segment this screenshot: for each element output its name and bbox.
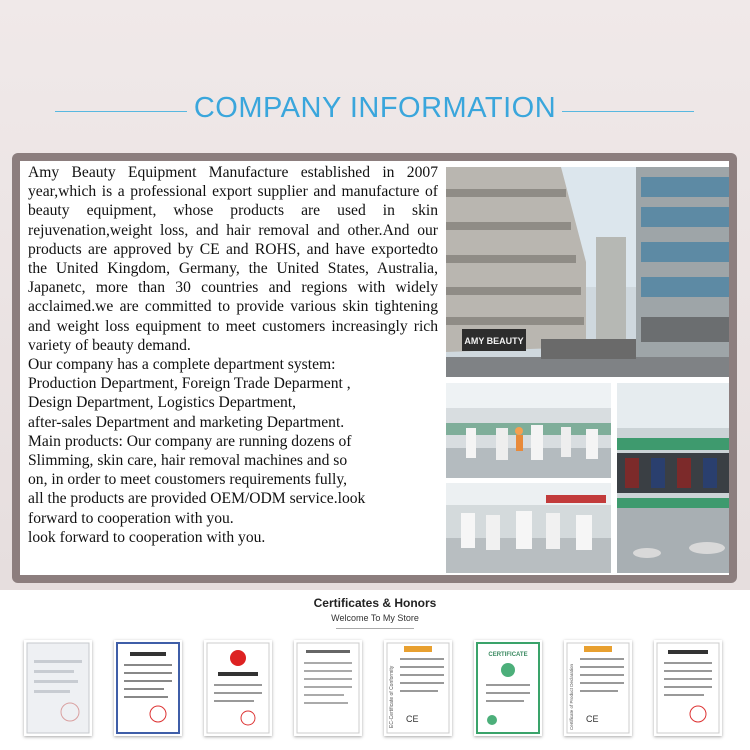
certificate-6 xyxy=(474,640,542,736)
certificate-8 xyxy=(654,640,722,736)
company-info-panel xyxy=(12,153,737,583)
certificate-6-heading: CERTIFICATE xyxy=(488,652,528,658)
certificate-4 xyxy=(294,640,362,736)
factory-photo-1 xyxy=(446,383,611,478)
certificate-3 xyxy=(204,640,272,736)
intro-paragraph: Amy Beauty Equipment Manufacture established in 2007 year,which is a professional export supplier and manufacture of beauty equipment, whose products are used in skin rejuvenation,weight loss, and hair removal and other.And our products are approved by CE and ROHS, and have exportedto the United Kingdom, Germany, the United States, Australia, Japanetc, more than 30 countries and regions with widely acclaimed.we are committed to provide various skin tightening and weight loss equipment to meet customers increasingly rich variety of beauty demand. xyxy=(28,164,438,354)
company-info-content xyxy=(20,161,729,575)
certificate-7-side-text: Certificate of Product Declaration xyxy=(569,663,574,730)
building-sign-text: AMY BEAUTY xyxy=(464,336,524,346)
svg-text:CE: CE xyxy=(586,714,599,724)
certificate-5-side-text: EC-Certificate of Conformity xyxy=(389,665,395,728)
certificates-title: Certificates & Honors xyxy=(313,596,437,610)
certificate-2 xyxy=(114,640,182,736)
certificates-subtitle: Welcome To My Store xyxy=(331,613,419,623)
certificate-5 xyxy=(384,640,452,736)
company-description xyxy=(28,163,438,547)
building-photo xyxy=(446,167,729,377)
certificates-divider xyxy=(336,628,414,629)
svg-text:CE: CE xyxy=(406,714,419,724)
factory-photo-2 xyxy=(617,383,729,573)
departments-paragraph: Our company has a complete department system: Production Department, Foreign Trade Deparment , Design Department, Logistics Department, after-sales Department and marketing Department. Main products: Our company are running dozens of Slimming, skin care, hair removal machines and so on, in order to meet coustomers requirements fully, all the products are provided OEM/ODM service.look forward to cooperation with you. look forward to cooperation with you. xyxy=(28,356,366,546)
header-line-right xyxy=(562,111,694,112)
factory-photo-3 xyxy=(446,483,611,573)
page-title: COMPANY INFORMATION xyxy=(193,92,557,124)
certificate-7 xyxy=(564,640,632,736)
certificate-1 xyxy=(24,640,92,736)
